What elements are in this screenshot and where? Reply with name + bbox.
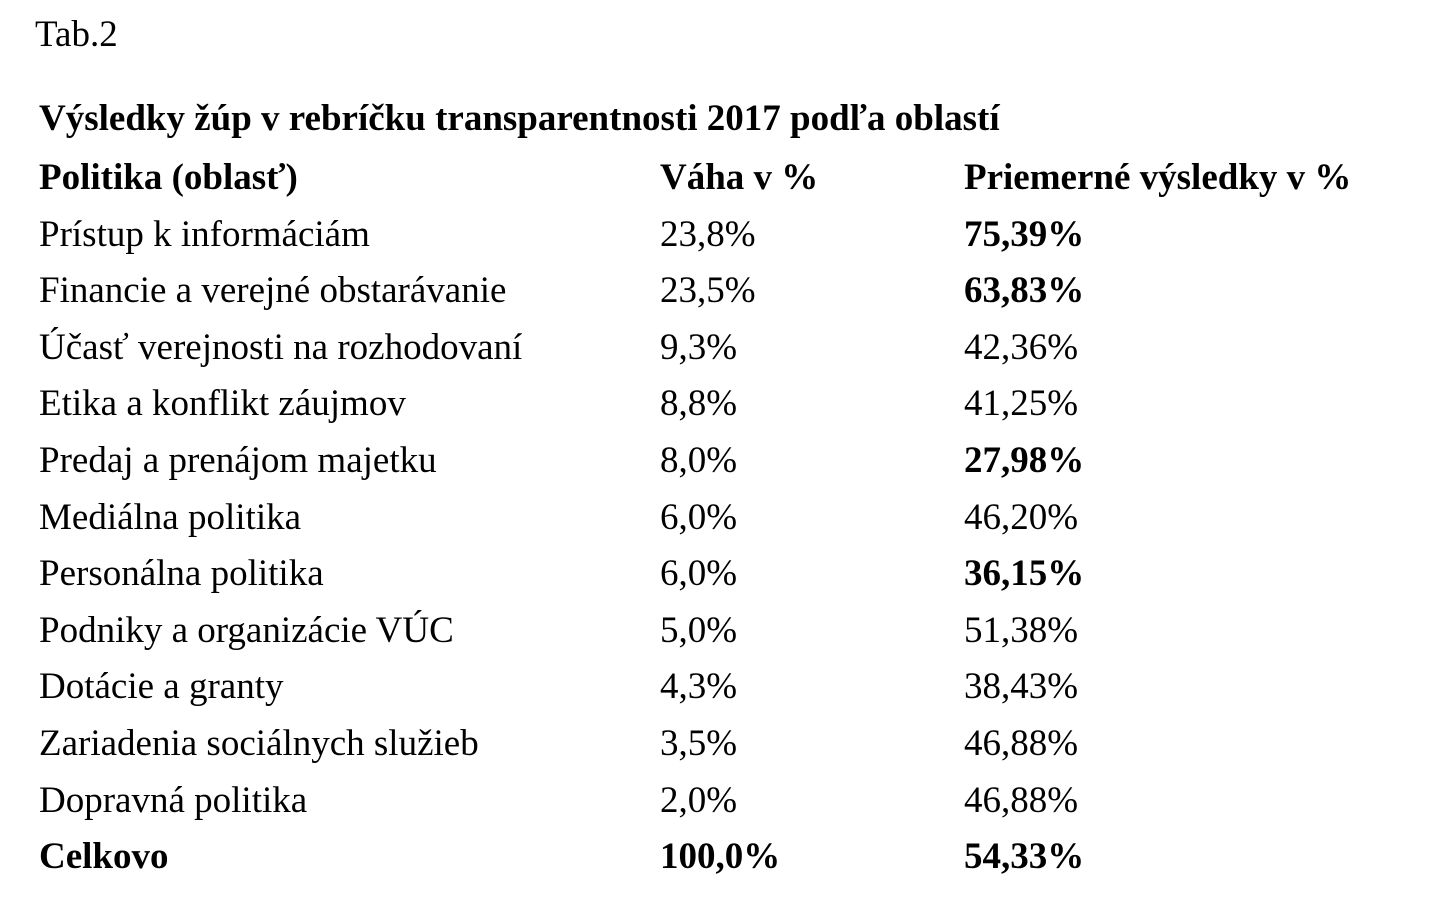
table-header-row xyxy=(39,150,1439,207)
average-cell: 46,88% xyxy=(964,722,1079,764)
table-row xyxy=(39,263,1439,320)
table-row xyxy=(39,659,1439,716)
policy-cell: Personálna politika xyxy=(39,553,324,595)
total-label: Celkovo xyxy=(39,836,169,878)
policy-cell: Financie a verejné obstarávanie xyxy=(39,270,507,312)
table-body xyxy=(39,207,1439,830)
average-cell: 36,15% xyxy=(964,553,1085,595)
weight-cell: 4,3% xyxy=(660,666,738,708)
header-policy: Politika (oblasť) xyxy=(39,157,298,198)
header-weight: Váha v % xyxy=(660,157,819,198)
table-row xyxy=(39,433,1439,490)
header-average: Priemerné výsledky v % xyxy=(964,157,1352,198)
weight-cell: 6,0% xyxy=(660,496,738,538)
weight-cell: 8,0% xyxy=(660,439,738,481)
policy-cell: Predaj a prenájom majetku xyxy=(39,439,437,481)
average-cell: 51,38% xyxy=(964,609,1079,651)
weight-cell: 6,0% xyxy=(660,553,738,595)
total-weight: 100,0% xyxy=(660,836,781,878)
policy-cell: Prístup k informáciám xyxy=(39,213,370,255)
average-cell: 41,25% xyxy=(964,383,1079,425)
weight-cell: 23,5% xyxy=(660,270,756,312)
policy-cell: Účasť verejnosti na rozhodovaní xyxy=(39,326,523,368)
policy-cell: Podniky a organizácie VÚC xyxy=(39,609,454,651)
average-cell: 42,36% xyxy=(964,326,1079,368)
table-row xyxy=(39,490,1439,547)
average-cell: 75,39% xyxy=(964,213,1085,255)
table-row xyxy=(39,207,1439,264)
table-row xyxy=(39,320,1439,377)
average-cell: 63,83% xyxy=(964,270,1085,312)
table-total-row xyxy=(39,829,1439,886)
policy-cell: Zariadenia sociálnych služieb xyxy=(39,722,479,764)
average-cell: 27,98% xyxy=(964,439,1085,481)
average-cell: 38,43% xyxy=(964,666,1079,708)
table-title: Výsledky žúp v rebríčku transparentnosti 2017 podľa oblastí xyxy=(39,98,1000,139)
results-table xyxy=(39,150,1439,886)
policy-cell: Etika a konflikt záujmov xyxy=(39,383,406,425)
weight-cell: 2,0% xyxy=(660,779,738,821)
average-cell: 46,88% xyxy=(964,779,1079,821)
weight-cell: 8,8% xyxy=(660,383,738,425)
table-row xyxy=(39,546,1439,603)
average-cell: 46,20% xyxy=(964,496,1079,538)
table-row xyxy=(39,716,1439,773)
weight-cell: 3,5% xyxy=(660,722,738,764)
policy-cell: Dopravná politika xyxy=(39,779,308,821)
weight-cell: 9,3% xyxy=(660,326,738,368)
table-row xyxy=(39,773,1439,830)
weight-cell: 23,8% xyxy=(660,213,756,255)
table-row xyxy=(39,376,1439,433)
weight-cell: 5,0% xyxy=(660,609,738,651)
table-row xyxy=(39,603,1439,660)
table-number-label: Tab.2 xyxy=(35,14,118,55)
total-average: 54,33% xyxy=(964,836,1085,878)
policy-cell: Mediálna politika xyxy=(39,496,302,538)
policy-cell: Dotácie a granty xyxy=(39,666,284,708)
